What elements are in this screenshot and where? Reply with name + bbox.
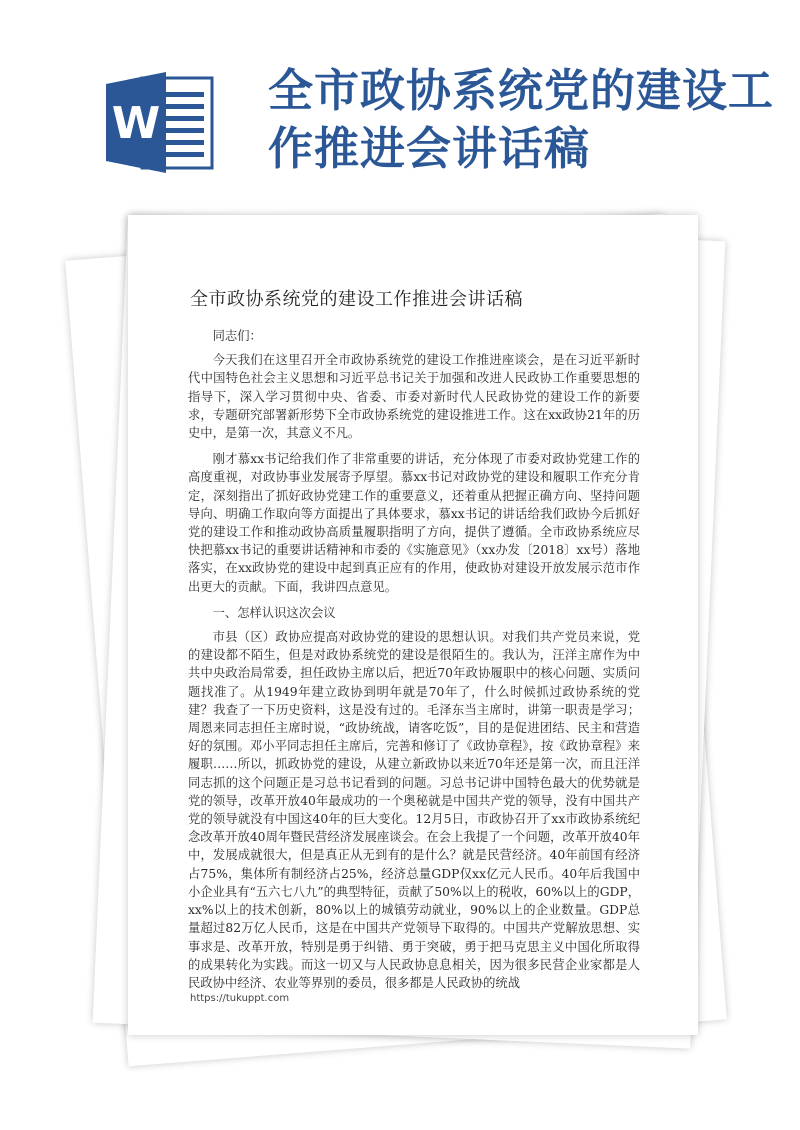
document-body: [188, 327, 640, 1000]
banner-title: 全市政协系统党的建设工作推进会讲话稿: [268, 64, 775, 175]
section-heading: 一、怎样认识这次会议: [212, 605, 336, 620]
document-title: 全市政协系统党的建设工作推进会讲话稿: [190, 289, 523, 310]
word-logo-letter: W: [111, 98, 161, 149]
body-paragraph: 今天我们在这里召开全市政协系统党的建设工作推进座谈会，是在习近平新时代中国特色社会主义思想和习近平总书记关于加强和改进人民政协工作重要思想的指导下，深入学习贯彻中央、省委、市委对新时代人民政协党的建设工作的新要求，专题研究部署新形势下全市政协系统党的建设推进工作。这在xx政协21年的历史中，是第一次，其意义不凡。: [188, 353, 640, 441]
body-paragraph: 市县（区）政协应提高对政协党的建设的思想认识。对我们共产党员来说，党的建设都不陌生，但是对政协系统党的建设是很陌生的。我认为，汪洋主席作为中共中央政治局常委，担任政协主席以后，把近70年政协履职中的核心问题、实质问题找准了。从1949年建立政协到明年就是70年了，什么时候抓过政协系统的党建？我查了一下历史资料，这是没有过的。毛泽东当主席时，讲第一职责是学习；周恩来同志担任主席时说，“政协统战，请客吃饭”，目的是促进团结、民主和营造好的氛围。邓小平同志担任主席后，完善和修订了《政协章程》，按《政协章程》来履职……所以，抓政协党的建设，从建立新政协以来近70年还是第一次，而且汪洋同志抓的这个问题正是习总书记看到的问题。习总书记讲中国特色最大的优势就是党的领导，改革开放40年最成功的一个奥秘就是中国共产党的领导，没有中国共产党的领导就没有中国这40年的巨大变化。12月5日，市政协召开了xx市政协系统纪念改革开放40周年暨民营经济发展座谈会。在会上我提了一个问题，改革开放40年中，发展成就很大，但是真正从无到有的是什么？就是民营经济。40年前国有经济占75%，集体所有制经济占25%，经济总量GDP仅xx亿元人民币。40年后我国中小企业具有“五六七八九”的典型特征，贡献了50%以上的税收，60%以上的GDP，xx%以上的技术创新，80%以上的城镇劳动就业，90%以上的企业数量。GDP总量超过82万亿人民币，这是在中国共产党领导下取得的。中国共产党解放思想、实事求是、改革开放，特别是勇于纠错、勇于突破，勇于把马克思主义中国化所取得的成果转化为实践。而这一切又与人民政协息息相关，因为很多民营企业家都是人民政协中经济、农业等界别的委员，很多都是人民政协的统战: [188, 630, 640, 990]
source-url: https://tukuppt.com: [190, 993, 290, 1004]
body-paragraph: 刚才慕xx书记给我们作了非常重要的讲话，充分体现了市委对政协党建工作的高度重视，对政协事业发展寄予厚望。慕xx书记对政协党的建设和履职工作充分肯定，深刻指出了抓好政协党建工作的重要意义，还着重从把握正确方向、坚持问题导向、明确工作取向等方面提出了具体要求，慕xx书记的讲话给我们政协今后抓好党的建设工作和推动政协高质量履职指明了方向，提供了遵循。全市政协系统应尽快把慕xx书记的重要讲话精神和市委的《实施意见》（xx办发〔2018〕xx号）落地落实，在xx政协党的建设中起到真正应有的作用，使政协对建设开放发展示范市作出更大的贡献。下面，我讲四点意见。: [188, 452, 640, 594]
word-icon: [106, 70, 216, 175]
document-page: [128, 215, 698, 1035]
salutation: 同志们：: [212, 329, 262, 343]
